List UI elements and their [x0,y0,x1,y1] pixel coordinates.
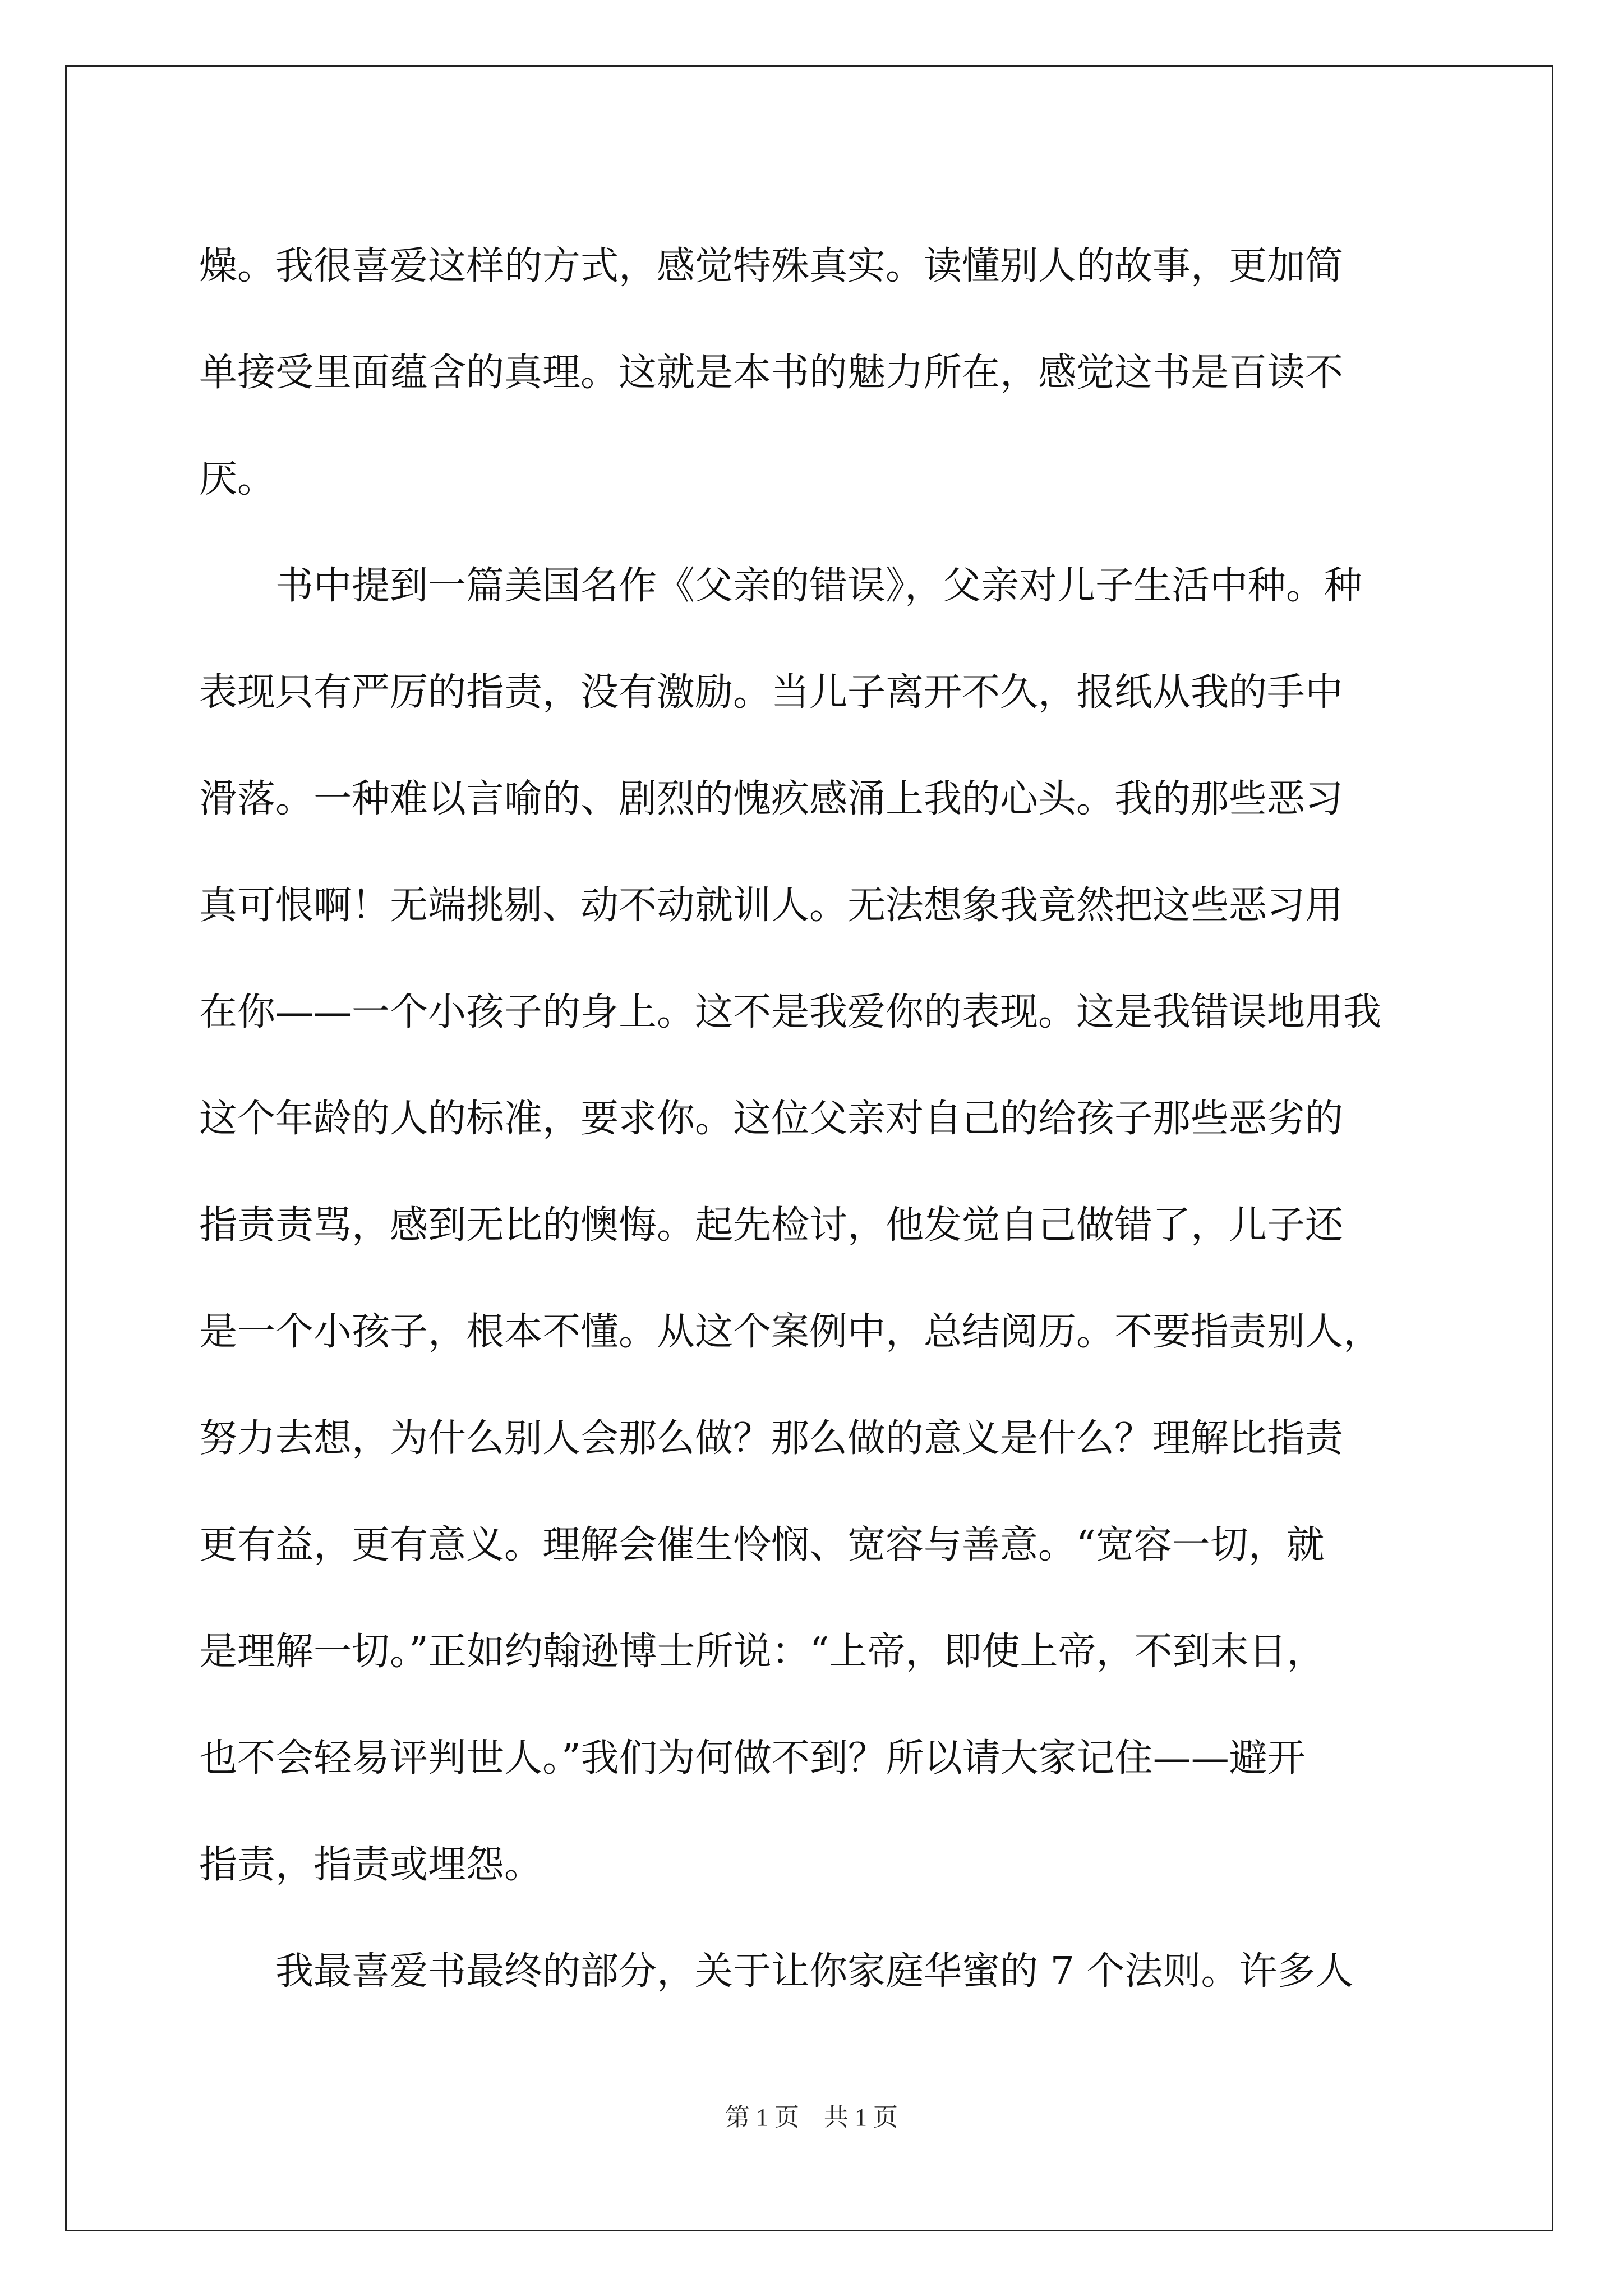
text-line: 这个年龄的人的标准，要求你。这位父亲对自己的给孩子那些恶劣的 [199,1097,1344,1141]
text-line: 更有益，更有意义。理解会催生怜悯、宽容与善意。“宽容一切，就 [199,1523,1325,1567]
text-line: 是理解一切。”正如约翰逊博士所说：“上帝，即使上帝，不到末日， [199,1630,1325,1674]
text-line: 指责，指责或埋怨。 [199,1843,543,1887]
text-line: 单接受里面蕴含的真理。这就是本书的魅力所在，感觉这书是百读不 [199,351,1344,395]
text-line: 在你——一个小孩子的身上。这不是我爱你的表现。这是我错误地用我 [199,990,1382,1034]
text-line: 是一个小孩子，根本不懂。从这个案例中，总结阅历。不要指责别人， [199,1310,1382,1354]
text-line: 表现只有严厉的指责，没有激励。当儿子离开不久，报纸从我的手中 [199,670,1344,715]
text-line: 厌。 [199,457,276,501]
text-line: 也不会轻易评判世人。”我们为何做不到？所以请大家记住——避开 [199,1736,1306,1780]
page-footer: 第 1 页 共 1 页 [725,2104,898,2131]
text-line: 我最喜爱书最终的部分，关于让你家庭华蜜的 7 个法则。许多人 [199,1949,1354,1994]
text-line: 燥。我很喜爱这样的方式，感觉特殊真实。读懂别人的故事，更加简 [199,244,1344,288]
document-body [199,213,1422,2025]
text-line: 滑落。一种难以言喻的、剧烈的愧疚感涌上我的心头。我的那些恶习 [199,777,1344,821]
text-line: 努力去想，为什么别人会那么做？那么做的意义是什么？理解比指责 [199,1416,1344,1461]
text-line: 书中提到一篇美国名作《父亲的错误》，父亲对儿子生活中种。种 [199,564,1363,608]
text-line: 指责责骂，感到无比的懊悔。起先检讨，他发觉自己做错了，儿子还 [199,1203,1344,1248]
text-line: 真可恨啊！无端挑剔、动不动就训人。无法想象我竟然把这些恶习用 [199,884,1344,928]
